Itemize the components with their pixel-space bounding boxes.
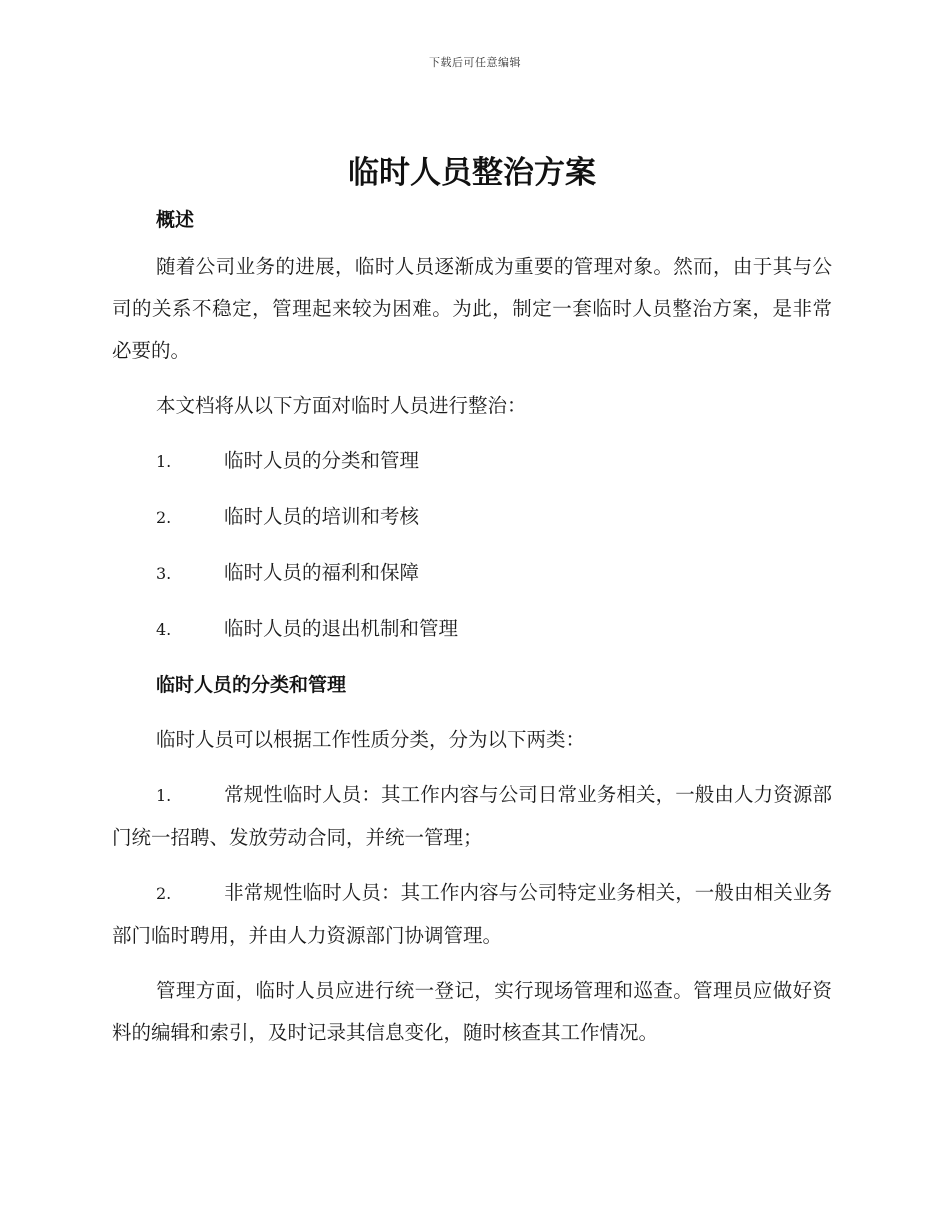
list-number: 3. bbox=[156, 564, 172, 583]
section-heading-overview: 概述 bbox=[156, 209, 195, 231]
classification-list-item bbox=[112, 774, 832, 859]
list-text: 非常规性临时人员：其工作内容与公司特定业务相关，一般由相关业务部门临时聘用，并由人力资源部门协调管理。 bbox=[112, 881, 832, 947]
list-number: 4. bbox=[156, 620, 172, 639]
document-title: 临时人员整治方案 bbox=[348, 155, 596, 191]
section-heading-classification: 临时人员的分类和管理 bbox=[156, 674, 347, 696]
classification-paragraph-1: 临时人员可以根据工作性质分类，分为以下两类： bbox=[156, 728, 586, 751]
list-text: 临时人员的培训和考核 bbox=[224, 505, 420, 528]
list-number: 1. bbox=[156, 452, 172, 471]
header-note: 下载后可任意编辑 bbox=[429, 56, 521, 69]
overview-list-item bbox=[112, 552, 832, 595]
list-text: 临时人员的福利和保障 bbox=[224, 561, 420, 584]
list-text: 常规性临时人员：其工作内容与公司日常业务相关，一般由人力资源部门统一招聘、发放劳动合同，并统一管理； bbox=[112, 783, 832, 849]
classification-list-item bbox=[112, 872, 832, 957]
overview-list-item bbox=[112, 440, 832, 483]
overview-paragraph-1: 随着公司业务的进展，临时人员逐渐成为重要的管理对象。然而，由于其与公司的关系不稳定，管理起来较为困难。为此，制定一套临时人员整治方案，是非常必要的。 bbox=[112, 255, 832, 362]
document-body bbox=[112, 146, 832, 1054]
overview-list-item bbox=[112, 608, 832, 651]
list-text: 临时人员的退出机制和管理 bbox=[224, 617, 459, 640]
overview-list-item bbox=[112, 496, 832, 539]
list-text: 临时人员的分类和管理 bbox=[224, 449, 420, 472]
list-number: 2. bbox=[156, 508, 172, 527]
list-number: 2. bbox=[156, 884, 172, 903]
classification-paragraph-2: 管理方面，临时人员应进行统一登记，实行现场管理和巡查。管理员应做好资料的编辑和索引，及时记录其信息变化，随时核查其工作情况。 bbox=[112, 979, 832, 1044]
overview-paragraph-2: 本文档将从以下方面对临时人员进行整治： bbox=[156, 394, 527, 417]
list-number: 1. bbox=[156, 786, 172, 805]
